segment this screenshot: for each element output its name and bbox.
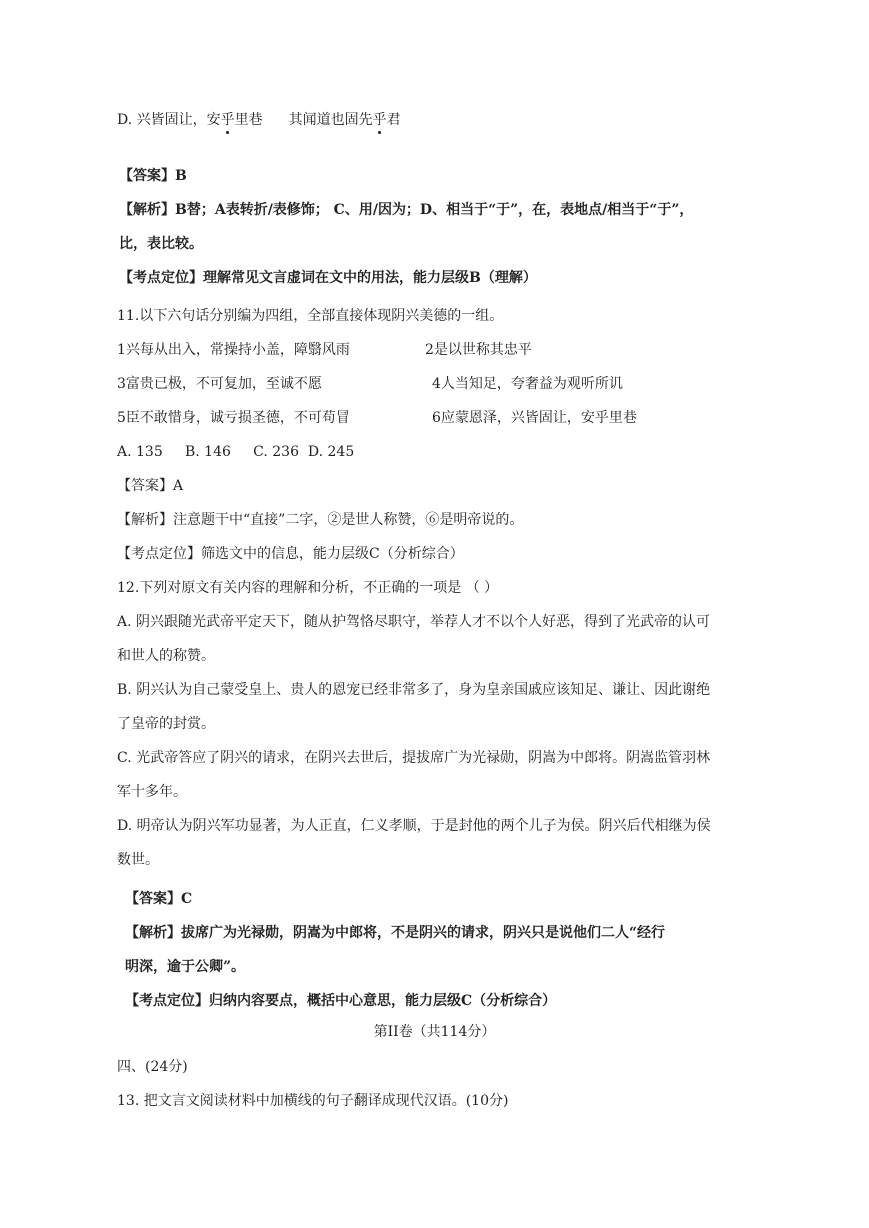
q11-sentence-3: 3富贵已极，不可复加，至诚不愿 [117,376,322,392]
q11-stem: 11.以下六句话分别编为四组，全部直接体现阴兴美德的一组。 [117,308,504,324]
q11-sentence-5: 5臣不敢惜身，诚亏损圣德，不可苟冒 [117,410,350,426]
q11-analysis: 【解析】注意题干中“直接”二字，②是世人称赞，⑥是明帝说的。 [117,512,524,528]
emphasis-dot-char: 乎 [220,112,235,128]
q12-option-b: B. 阴兴认为自己蒙受皇上、贵人的恩宠已经非常多了，身为皇亲国戚应该知足、谦让、因此谢绝 [117,682,711,698]
q11-sentence-6: 6应蒙恩泽，兴皆固让，安乎里巷 [432,410,637,426]
q10-option-d: D. 兴皆固让，安乎里巷 其闻道也固先乎君 [117,112,401,128]
q12-analysis-cont: 明深，逾于公卿”。 [125,959,246,975]
q12-point: 【考点定位】归纳内容要点，概括中心意思，能力层级C（分析综合） [125,993,557,1009]
section-title: 第II卷（共114分） [373,1024,496,1040]
q10-analysis-cont: 比，表比较。 [119,236,203,252]
q11-sentence-4: 4人当知足，夸奢益为观听所讥 [432,376,623,392]
q11-answer: 【答案】A [117,478,184,494]
q12-option-c: C. 光武帝答应了阴兴的请求，在阴兴去世后，提拔席广为光禄勋，阴嵩为中郎将。阴嵩监管羽林 [117,750,711,766]
part-heading: 四、(24分) [117,1059,188,1075]
q11-sentence-1: 1兴每从出入，常操持小盖，障翳风雨 [117,342,350,358]
q11-options: A. 135 B. 146 C. 236 D. 245 [117,444,355,460]
q12-option-b-cont: 了皇帝的封赏。 [117,716,215,732]
q12-answer: 【答案】C [125,891,193,907]
q12-option-d: D. 明帝认为阴兴军功显著，为人正直，仁义孝顺，于是封他的两个儿子为侯。阴兴后代相继为侯 [117,818,711,834]
q10-answer: 【答案】B [119,168,187,184]
q12-stem: 12.下列对原文有关内容的理解和分析，不正确的一项是 （ ） [117,580,499,596]
q11-sentence-2: 2是以世称其忠平 [425,342,532,358]
q10-point: 【考点定位】理解常见文言虚词在文中的用法，能力层级B（理解） [119,270,537,286]
q12-analysis: 【解析】拔席广为光禄勋，阴嵩为中郎将，不是阴兴的请求，阴兴只是说他们二人“经行 [125,925,666,941]
emphasis-dot-char: 乎 [372,112,387,128]
q12-option-a-cont: 和世人的称赞。 [117,648,215,664]
q12-option-c-cont: 军十多年。 [117,784,187,800]
q12-option-d-cont: 数世。 [117,852,159,868]
q11-point: 【考点定位】筛选文中的信息，能力层级C（分析综合） [117,546,464,562]
q12-option-a: A. 阴兴跟随光武帝平定天下，随从护驾恪尽职守，举荐人才不以个人好恶，得到了光武帝的认可 [117,614,711,630]
q13-stem: 13. 把文言文阅读材料中加横线的句子翻译成现代汉语。(10分) [117,1093,509,1109]
q10-analysis: 【解析】B替；A表转折/表修饰； C、用/因为；D、相当于“于”，在，表地点/相当于“于”， [119,202,694,218]
